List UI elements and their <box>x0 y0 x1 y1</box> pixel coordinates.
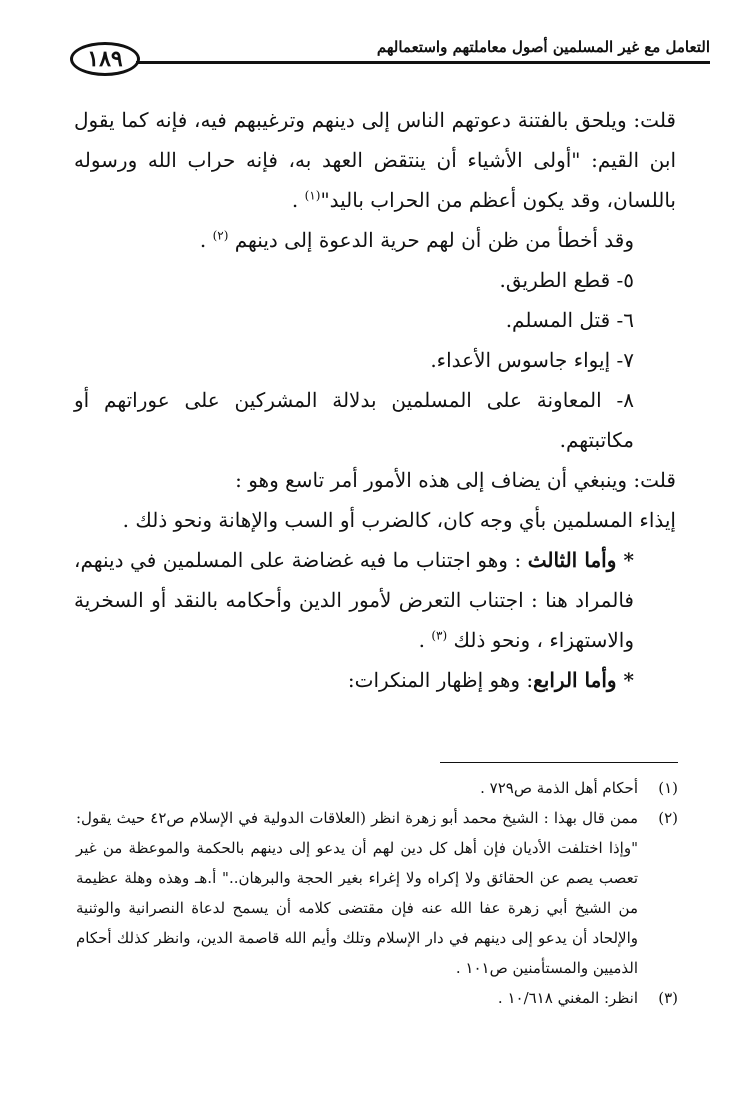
footnote-number: (١) <box>658 779 678 797</box>
footnote-ref-1[interactable]: (١) <box>304 188 321 203</box>
footnote-ref-3[interactable]: (٣) <box>431 628 448 643</box>
footnote-text: أحكام أهل الذمة ص٧٢٩ . <box>480 779 638 797</box>
footnote-rule <box>440 762 678 763</box>
paragraph-6: * وأما الرابع: وهو إظهار المنكرات: <box>347 668 634 692</box>
paragraph-2: وقد أخطأ من ظن أن لهم حرية الدعوة إلى دينهم $^{(٢)}$ . <box>199 228 634 252</box>
main-text <box>74 100 676 700</box>
list-item-8: ٨- المعاونة على المسلمين بدلالة المشركين على عوراتهم أو مكاتبتهم. <box>74 388 634 452</box>
footnote-number: (٢) <box>658 809 678 827</box>
list-item-7: ٧- إيواء جاسوس الأعداء. <box>430 348 634 372</box>
footnote <box>76 803 678 983</box>
footnote <box>76 773 678 803</box>
list-item-6: ٦- قتل المسلم. <box>505 308 634 332</box>
page-header <box>70 38 710 82</box>
paragraph-5: * وأما الثالث : وهو اجتناب ما فيه غضاضة على المسلمين في دينهم، فالمراد هنا : اجتناب التعرض لأمور الدين وأحكامه بالنقد أو السخرية والاستهزاء ، ونحو ذلك $^{(٣)}$ . <box>74 548 634 652</box>
footnotes <box>76 762 678 1013</box>
paragraph-3: قلت: وينبغي أن يضاف إلى هذه الأمور أمر تاسع وهو : <box>235 468 676 492</box>
footnote-number: (٣) <box>658 989 678 1007</box>
page-number: ١٨٩ <box>70 42 140 76</box>
list-item-5: ٥- قطع الطريق. <box>499 268 634 292</box>
footnote-text: انظر: المغني ١٠/٦١٨ . <box>497 989 638 1007</box>
footnote <box>76 983 678 1013</box>
footnote-ref-2[interactable]: (٢) <box>212 228 229 243</box>
paragraph-1: قلت: ويلحق بالفتنة دعوتهم الناس إلى دينهم وترغيبهم فيه، فإنه كما يقول ابن القيم: "أولى الأشياء أن ينتقض العهد به، فإنه حراب الله ورسوله باللسان، وقد يكون أعظم من الحراب باليد"$^{(١)}$ . <box>74 108 676 212</box>
footnote-text: ممن قال بهذا : الشيخ محمد أبو زهرة انظر (العلاقات الدولية في الإسلام ص٤٢ حيث يقول: "وإذا اختلفت الأديان فإن أهل كل دين لهم أن يدعو إلى دينهم بالحكمة والموعظة من غير تعصب يصم عن الحقائق ولا إكراه ولا إغراء بغير الحجة والبرهان.." أ.هـ وهذه وهلة عظيمة من الشيخ أبي زهرة عفا الله عنه فإن مقتضى كلامه أن يسمح لدعاة النصرانية والوثنية والإلحاد أن يدعو إلى دينهم في دار الإسلام وتلك وأيم الله قاصمة الدين، وانظر كذلك أحكام الذميين والمستأمنين ص١٠١ . <box>76 809 639 977</box>
paragraph-4: إيذاء المسلمين بأي وجه كان، كالضرب أو السب والإهانة ونحو ذلك . <box>122 508 676 532</box>
running-title: التعامل مع غير المسلمين أصول معاملتهم واستعمالهم <box>376 38 710 56</box>
header-rule <box>136 61 710 64</box>
